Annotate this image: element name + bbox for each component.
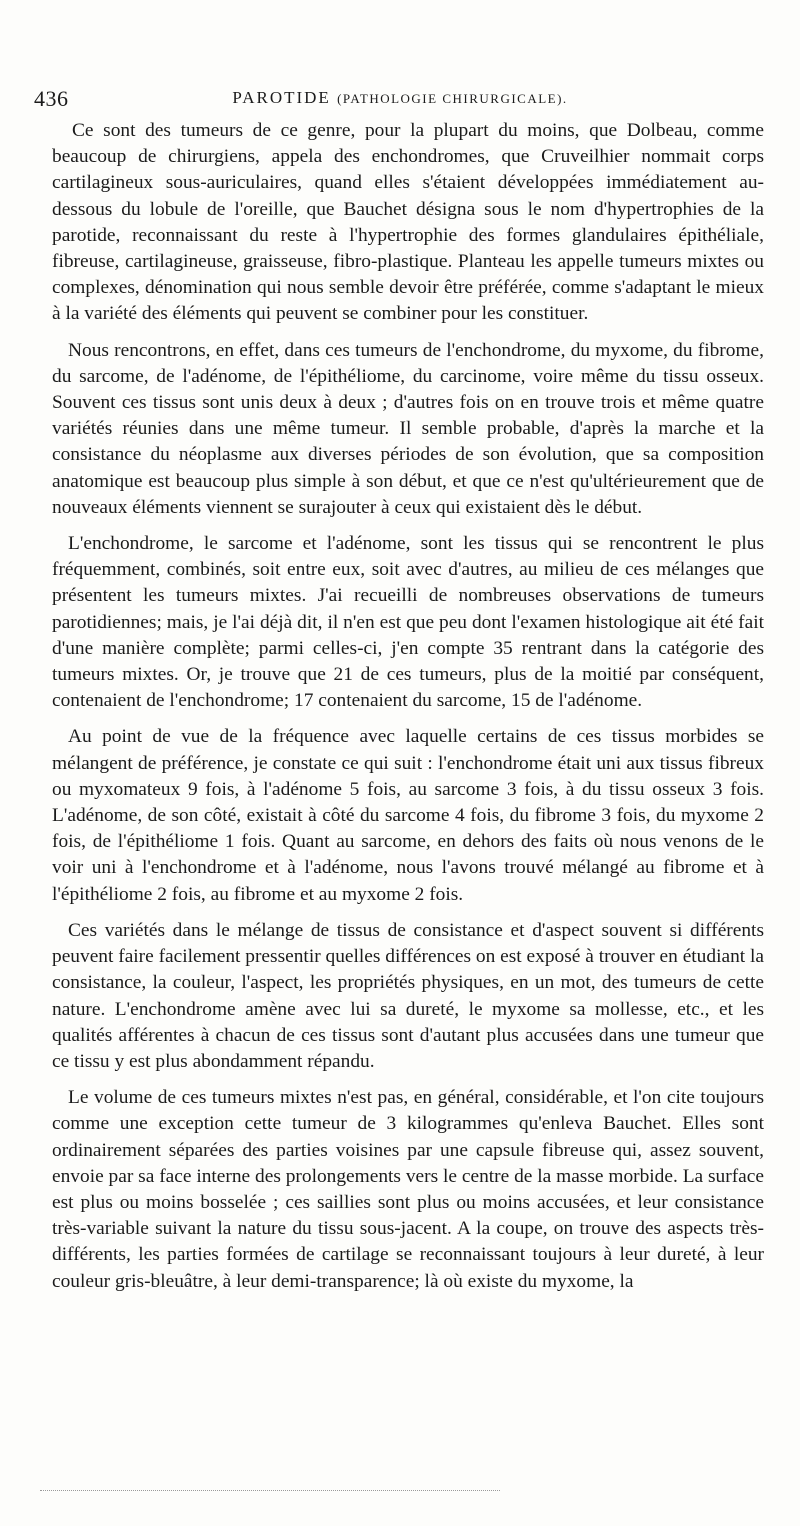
page-number: 436 [34, 86, 69, 111]
page-body [52, 118, 764, 1305]
paragraph-1: Ce sont des tumeurs de ce genre, pour la plupart du moins, que Dolbeau, comme beaucoup de chirurgiens, appela des enchondromes, que Cruveilhier nommait corps cartilagineux sous-auriculaires, quand elles s'étaient développées immédiatement au-dessous du lobule de l'oreille, que Bauchet désigna sous le nom d'hypertrophies de la parotide, reconnaissant du reste à l'hypertrophie des formes glandulaires épithéliale, fibreuse, cartilagineuse, graisseuse, fibro-plastique. Planteau les appelle tumeurs mixtes ou complexes, dénomination qui nous semble devoir être préférée, comme s'adaptant le mieux à la variété des éléments qui peuvent se combiner pour les constituer. [52, 120, 764, 325]
running-title-subtitle: (PATHOLOGIE CHIRURGICALE). [337, 91, 568, 106]
paragraph-5: Ces variétés dans le mélange de tissus de consistance et d'aspect souvent si différents peuvent faire facilement pressentir quelles différences on est exposé à trouver en étudiant la consistance, la couleur, l'aspect, les propriétés physiques, en un mot, des tumeurs de cette nature. L'enchondrome amène avec lui sa dureté, le myxome sa mollesse, etc., et les qualités afférentes à chacun de ces tissus sont d'autant plus accusées dans une tumeur que ce tissu y est plus abondamment répandu. [52, 919, 764, 1072]
paragraph-3: L'enchondrome, le sarcome et l'adénome, sont les tissus qui se rencontrent le plus fréquemment, combinés, soit entre eux, soit avec d'autres, au milieu de ces mélanges que présentent les tumeurs mixtes. J'ai recueilli de nombreuses observations de tumeurs parotidiennes; mais, je l'ai déjà dit, il n'en est que peu dont l'examen histologique ait été fait d'une manière complète; parmi celles-ci, j'en compte 35 rentrant dans la catégorie des tumeurs mixtes. Or, je trouve que 21 de ces tumeurs, plus de la moitié par conséquent, contenaient de l'enchondrome; 17 contenaient du sarcome, 15 de l'adénome. [52, 533, 764, 712]
paragraph-4: Au point de vue de la fréquence avec laquelle certains de ces tissus morbides se mélangent de préférence, je constate ce qui suit : l'enchondrome était uni aux tissus fibreux ou myxomateux 9 fois, à l'adénome 5 fois, au sarcome 3 fois, à du tissu osseux 3 fois. L'adénome, de son côté, existait à côté du sarcome 4 fois, du fibrome 3 fois, du myxome 2 fois, de l'épithéliome 1 fois. Quant au sarcome, en dehors des faits où nous venons de le voir uni à l'enchondrome et à l'adénome, nous l'avons trouvé mélangé au fibrome et à l'épithéliome 2 fois, au fibrome et au myxome 2 fois. [52, 726, 764, 905]
running-title-main: PAROTIDE [232, 88, 331, 107]
running-header [30, 86, 770, 116]
paragraph-6: Le volume de ces tumeurs mixtes n'est pas, en général, considérable, et l'on cite toujours comme une exception cette tumeur de 3 kilogrammes qu'enleva Bauchet. Elles sont ordinairement séparées des parties voisines par une capsule fibreuse qui, assez souvent, envoie par sa face interne des prolongements vers le centre de la masse morbide. La surface est plus ou moins bosselée ; ces saillies sont plus ou moins accusées, et leur consistance très-variable suivant la nature du tissu sous-jacent. A la coupe, on trouve des aspects très-différents, les parties formées de cartilage se reconnaissant toujours à leur dureté, à leur couleur gris-bleuâtre, à leur demi-transparence; là où existe du myxome, la [52, 1087, 764, 1292]
paragraph-2: Nous rencontrons, en effet, dans ces tumeurs de l'enchondrome, du myxome, du fibrome, du sarcome, de l'adénome, de l'épithéliome, du carcinome, voire même du tissu osseux. Souvent ces tissus sont unis deux à deux ; d'autres fois on en trouve trois et même quatre variétés réunies dans une même tumeur. Il semble probable, d'après la marche et la consistance du néoplasme aux diverses périodes de son évolution, que sa composition anatomique est beaucoup plus simple à son début, et que ce n'est qu'ultérieurement que de nouveaux éléments viennent se surajouter à ceux qui existaient dès le début. [52, 339, 764, 518]
footer-dotted-rule [40, 1490, 500, 1491]
running-title [30, 88, 770, 108]
